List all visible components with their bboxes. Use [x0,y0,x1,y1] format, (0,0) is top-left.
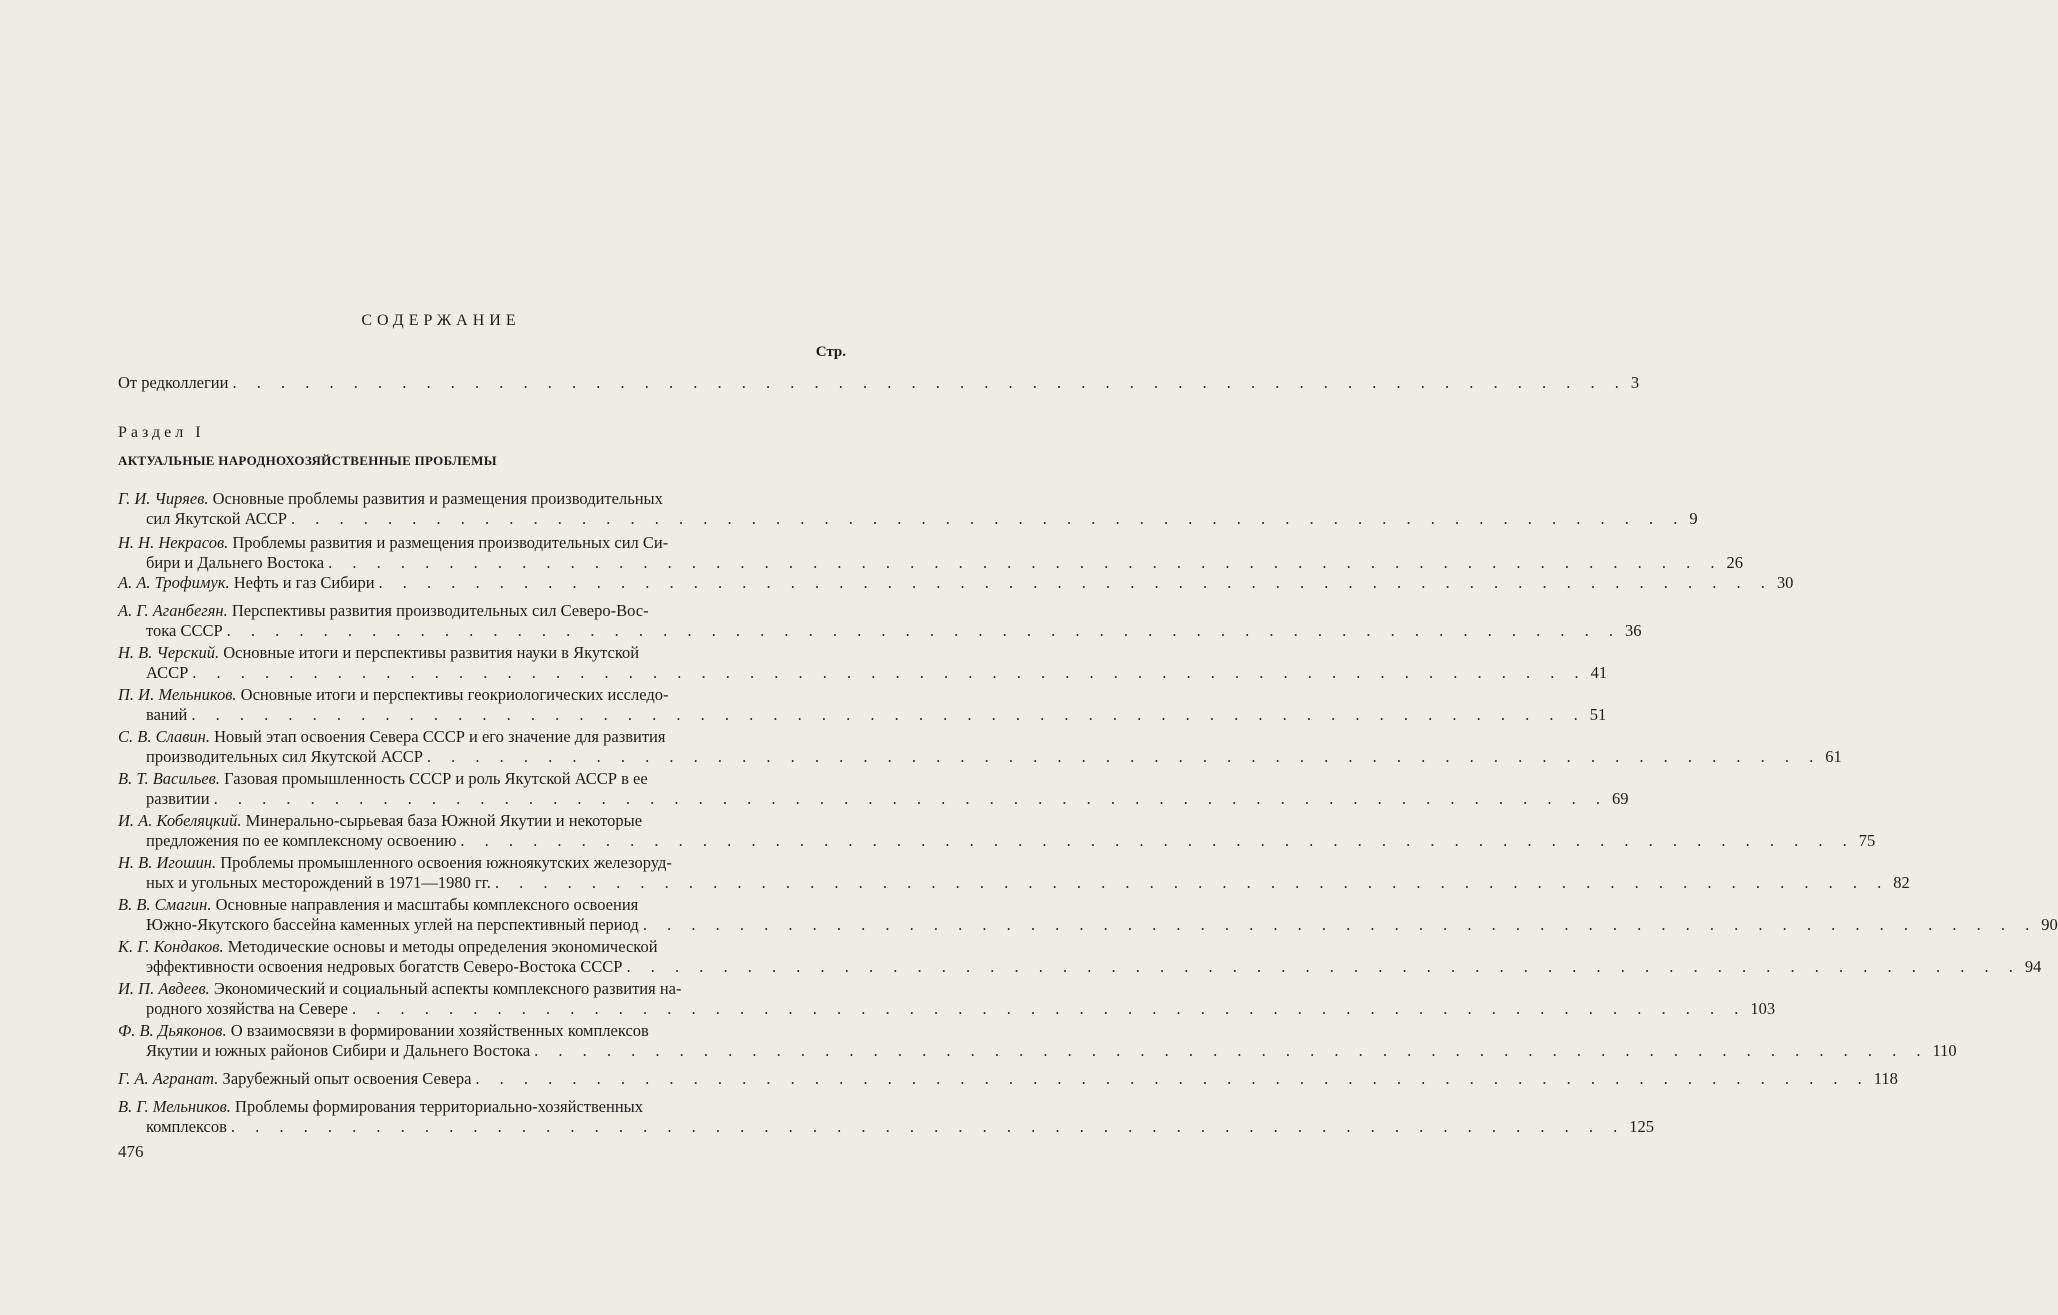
leader-dots: . . . . . . . . . . . . . . . . . . . . . . . . . . . . . . . . . . . . . . . . . . . . . . . . . . . . . . . . . . [378,573,1773,592]
toc-entry-text: Н. В. Черский. Основные итоги и перспективы развития науки в Якутской [118,643,640,662]
leader-dots: . . . . . . . . . . . . . . . . . . . . . . . . . . . . . . . . . . . . . . . . . . . . . . . . . . . . . . . . . . [494,873,1890,892]
leader-dots: . . . . . . . . . . . . . . . . . . . . . . . . . . . . . . . . . . . . . . . . . . . . . . . . . . . . . . . . . . [213,789,1608,808]
toc-entry-author: В. В. Смагин. [118,895,212,914]
toc-entry-line1[interactable] [118,642,846,664]
toc-page-number: 3 [1630,373,1640,392]
toc-entry-author: Ф. В. Дьяконов. [118,1021,227,1040]
toc-entry-text: И. П. Авдеев. Экономический и социальный аспекты комплексного развития на- [118,979,682,998]
toc-entry-author: И. А. Кобеляцкий. [118,811,242,830]
toc-page-number: 103 [1750,999,1776,1018]
toc-entry-author: Г. А. Агранат. [118,1069,219,1088]
toc-entry-author: Н. В. Игошин. [118,853,217,872]
section-label: Раздел I [118,424,205,441]
page-column-header: Стр. [815,344,846,360]
toc-entry-continuation: родного хозяйства на Севере [146,999,348,1018]
toc-page-number: 51 [1589,705,1607,724]
toc-entry-author: В. Г. Мельников. [118,1097,231,1116]
toc-entry-text: К. Г. Кондаков. Методические основы и методы определения экономической [118,937,658,956]
toc-page-number: 36 [1625,621,1642,640]
toc-entry-text: А. Г. Аганбегян. Перспективы развития производительных сил Северо-Вос- [118,601,649,620]
toc-entry-continuation: тока СССР [146,621,223,640]
toc-entry-line2[interactable] [118,508,1698,530]
toc-entry[interactable] [118,572,1794,594]
toc-entry-text: Г. А. Агранат. Зарубежный опыт освоения Севера [118,1069,472,1088]
toc-entry-author: Н. Н. Некрасов. [118,533,229,552]
toc-entry-text: Ф. В. Дьяконов. О взаимосвязи в формировании хозяйственных комплексов [118,1021,649,1040]
toc-entry-text: В. В. Смагин. Основные направления и масштабы комплексного освоения [118,895,639,914]
toc-entry-author: К. Г. Кондаков. [118,937,224,956]
toc-entry-line2[interactable] [118,1116,1655,1138]
toc-entry-line1[interactable] [118,894,846,916]
toc-entry-continuation: предложения по ее комплексному освоению [146,831,457,850]
toc-entry-continuation: ных и угольных месторождений в 1971—1980 гг. [146,873,491,892]
leader-dots: . . . . . . . . . . . . . . . . . . . . . . . . . . . . . . . . . . . . . . . . . . . . . . . . . . . . . . . . . . [426,747,1822,766]
toc-entry-author: С. В. Славин. [118,727,210,746]
toc-page-number: 94 [2024,957,2042,976]
toc-entry-continuation: ваний [146,705,188,724]
toc-entry-line1[interactable] [118,488,846,510]
toc-entry-continuation: производительных сил Якутской АССР [146,747,423,766]
toc-entry-line1[interactable] [118,978,846,1000]
toc-entry-continuation: сил Якутской АССР [146,509,287,528]
toc-entry-author: И. П. Авдеев. [118,979,210,998]
toc-entry-author: А. А. Трофимук. [118,573,230,592]
toc-entry-text: А. А. Трофимук. Нефть и газ Сибири [118,573,375,592]
toc-page-number: 82 [1893,873,1910,892]
toc-page-number: 61 [1825,747,1842,766]
toc-entry-line2[interactable] [118,914,2058,936]
toc-entry-continuation: Якутии и южных районов Сибири и Дальнего Востока [146,1041,531,1060]
toc-page-number: 75 [1858,831,1876,850]
toc-entry-continuation: бири и Дальнего Востока [146,553,325,572]
toc-entry-line2[interactable] [118,830,1876,852]
leader-dots: . . . . . . . . . . . . . . . . . . . . . . . . . . . . . . . . . . . . . . . . . . . . . . . . . . . . . . . . . . [534,1041,1929,1060]
toc-entry-line1[interactable] [118,600,846,622]
toc-entry-text: С. В. Славин. Новый этап освоения Севера СССР и его значение для развития [118,727,666,746]
toc-entry-line2[interactable] [118,872,1910,894]
toc-entry-text: И. А. Кобеляцкий. Минерально-сырьевая база Южной Якутии и некоторые [118,811,643,830]
toc-entry-text: В. Г. Мельников. Проблемы формирования территориально-хозяйственных [118,1097,643,1116]
toc-entry-line1[interactable] [118,684,846,706]
toc-entry-line1[interactable] [118,768,846,790]
page-number: 476 [118,1142,144,1161]
toc-entry-text: Г. И. Чиряев. Основные проблемы развития и размещения производительных [118,489,663,508]
toc-entry-continuation: развитии [146,789,210,808]
toc-page-number: 30 [1776,573,1794,592]
toc-entry-line2[interactable] [118,662,1608,684]
toc-entry-author: Н. В. Черский. [118,643,220,662]
leader-dots: . . . . . . . . . . . . . . . . . . . . . . . . . . . . . . . . . . . . . . . . . . . . . . . . . . . . . . . . . . [232,373,1627,392]
toc-entry-line2[interactable] [118,552,1743,574]
toc-entry-author: А. Г. Аганбегян. [118,601,228,620]
toc-entry-continuation: АССР [146,663,189,682]
toc-entry-line2[interactable] [118,998,1776,1020]
toc-page-number: 90 [2041,915,2058,934]
toc-intro[interactable] [118,372,1640,394]
leader-dots: . . . . . . . . . . . . . . . . . . . . . . . . . . . . . . . . . . . . . . . . . . . . . . . . . . . . . . . . . . [191,705,1586,724]
toc-page-number: 118 [1873,1069,1898,1088]
page-title: СОДЕРЖАНИЕ [361,312,521,329]
toc-entry-line2[interactable] [118,746,1842,768]
toc-page-number: 9 [1689,509,1698,528]
leader-dots: . . . . . . . . . . . . . . . . . . . . . . . . . . . . . . . . . . . . . . . . . . . . . . . . . . . . . . . . . . [460,831,1855,850]
toc-entry-line2[interactable] [118,620,1642,642]
toc-entry-text: Н. В. Игошин. Проблемы промышленного освоения южноякутских железоруд- [118,853,672,872]
leader-dots: . . . . . . . . . . . . . . . . . . . . . . . . . . . . . . . . . . . . . . . . . . . . . . . . . . . . . . . . . . [328,553,1723,572]
toc-entry-author: Г. И. Чиряев. [118,489,209,508]
toc-entry-line2[interactable] [118,1040,1957,1062]
toc-entry-line1[interactable] [118,852,846,874]
toc-page-number: 26 [1726,553,1743,572]
toc-entry-author: П. И. Мельников. [118,685,237,704]
toc-entry-line1[interactable] [118,936,846,958]
toc-entry-line2[interactable] [118,788,1629,810]
toc-page-number: 69 [1611,789,1629,808]
toc-entry-line1[interactable] [118,810,846,832]
leader-dots: . . . . . . . . . . . . . . . . . . . . . . . . . . . . . . . . . . . . . . . . . . . . . . . . . . . . . . . . . . [226,621,1622,640]
toc-page-number: 41 [1590,663,1608,682]
toc-entry-continuation: эффективности освоения недровых богатств Северо-Востока СССР [146,957,623,976]
leader-dots: . . . . . . . . . . . . . . . . . . . . . . . . . . . . . . . . . . . . . . . . . . . . . . . . . . . . . . . . . . [642,915,2038,934]
leader-dots: . . . . . . . . . . . . . . . . . . . . . . . . . . . . . . . . . . . . . . . . . . . . . . . . . . . . . . . . . . [230,1117,1626,1136]
toc-page-number: 110 [1932,1041,1957,1060]
toc-intro-text: От редколлегии [118,373,229,392]
toc-entry-continuation: Южно-Якутского бассейна каменных углей на перспективный период [146,915,639,934]
leader-dots: . . . . . . . . . . . . . . . . . . . . . . . . . . . . . . . . . . . . . . . . . . . . . . . . . . . . . . . . . . [475,1069,1870,1088]
leader-dots: . . . . . . . . . . . . . . . . . . . . . . . . . . . . . . . . . . . . . . . . . . . . . . . . . . . . . . . . . . [192,663,1587,682]
toc-entry-line1[interactable] [118,1096,846,1118]
section-title: АКТУАЛЬНЫЕ НАРОДНОХОЗЯЙСТВЕННЫЕ ПРОБЛЕМЫ [118,453,497,468]
toc-page-number: 125 [1629,1117,1655,1136]
toc-entry-line2[interactable] [118,704,1607,726]
toc-entry-text: П. И. Мельников. Основные итоги и перспективы геокриологических исследо- [118,685,669,704]
toc-entry-line2[interactable] [118,956,2042,978]
toc-entry-line1[interactable] [118,726,846,748]
leader-dots: . . . . . . . . . . . . . . . . . . . . . . . . . . . . . . . . . . . . . . . . . . . . . . . . . . . . . . . . . . [352,999,1747,1018]
toc-entry-text: В. Т. Васильев. Газовая промышленность СССР и роль Якутской АССР в ее [118,769,648,788]
toc-entry[interactable] [118,1068,1898,1090]
toc-entry-text: Н. Н. Некрасов. Проблемы развития и размещения производительных сил Си- [118,533,669,552]
leader-dots: . . . . . . . . . . . . . . . . . . . . . . . . . . . . . . . . . . . . . . . . . . . . . . . . . . . . . . . . . . [290,509,1686,528]
toc-entry-continuation: комплексов [146,1117,227,1136]
toc-entry-author: В. Т. Васильев. [118,769,220,788]
toc-entry-line1[interactable] [118,532,846,554]
toc-entry-line1[interactable] [118,1020,846,1042]
leader-dots: . . . . . . . . . . . . . . . . . . . . . . . . . . . . . . . . . . . . . . . . . . . . . . . . . . . . . . . . . . [626,957,2021,976]
